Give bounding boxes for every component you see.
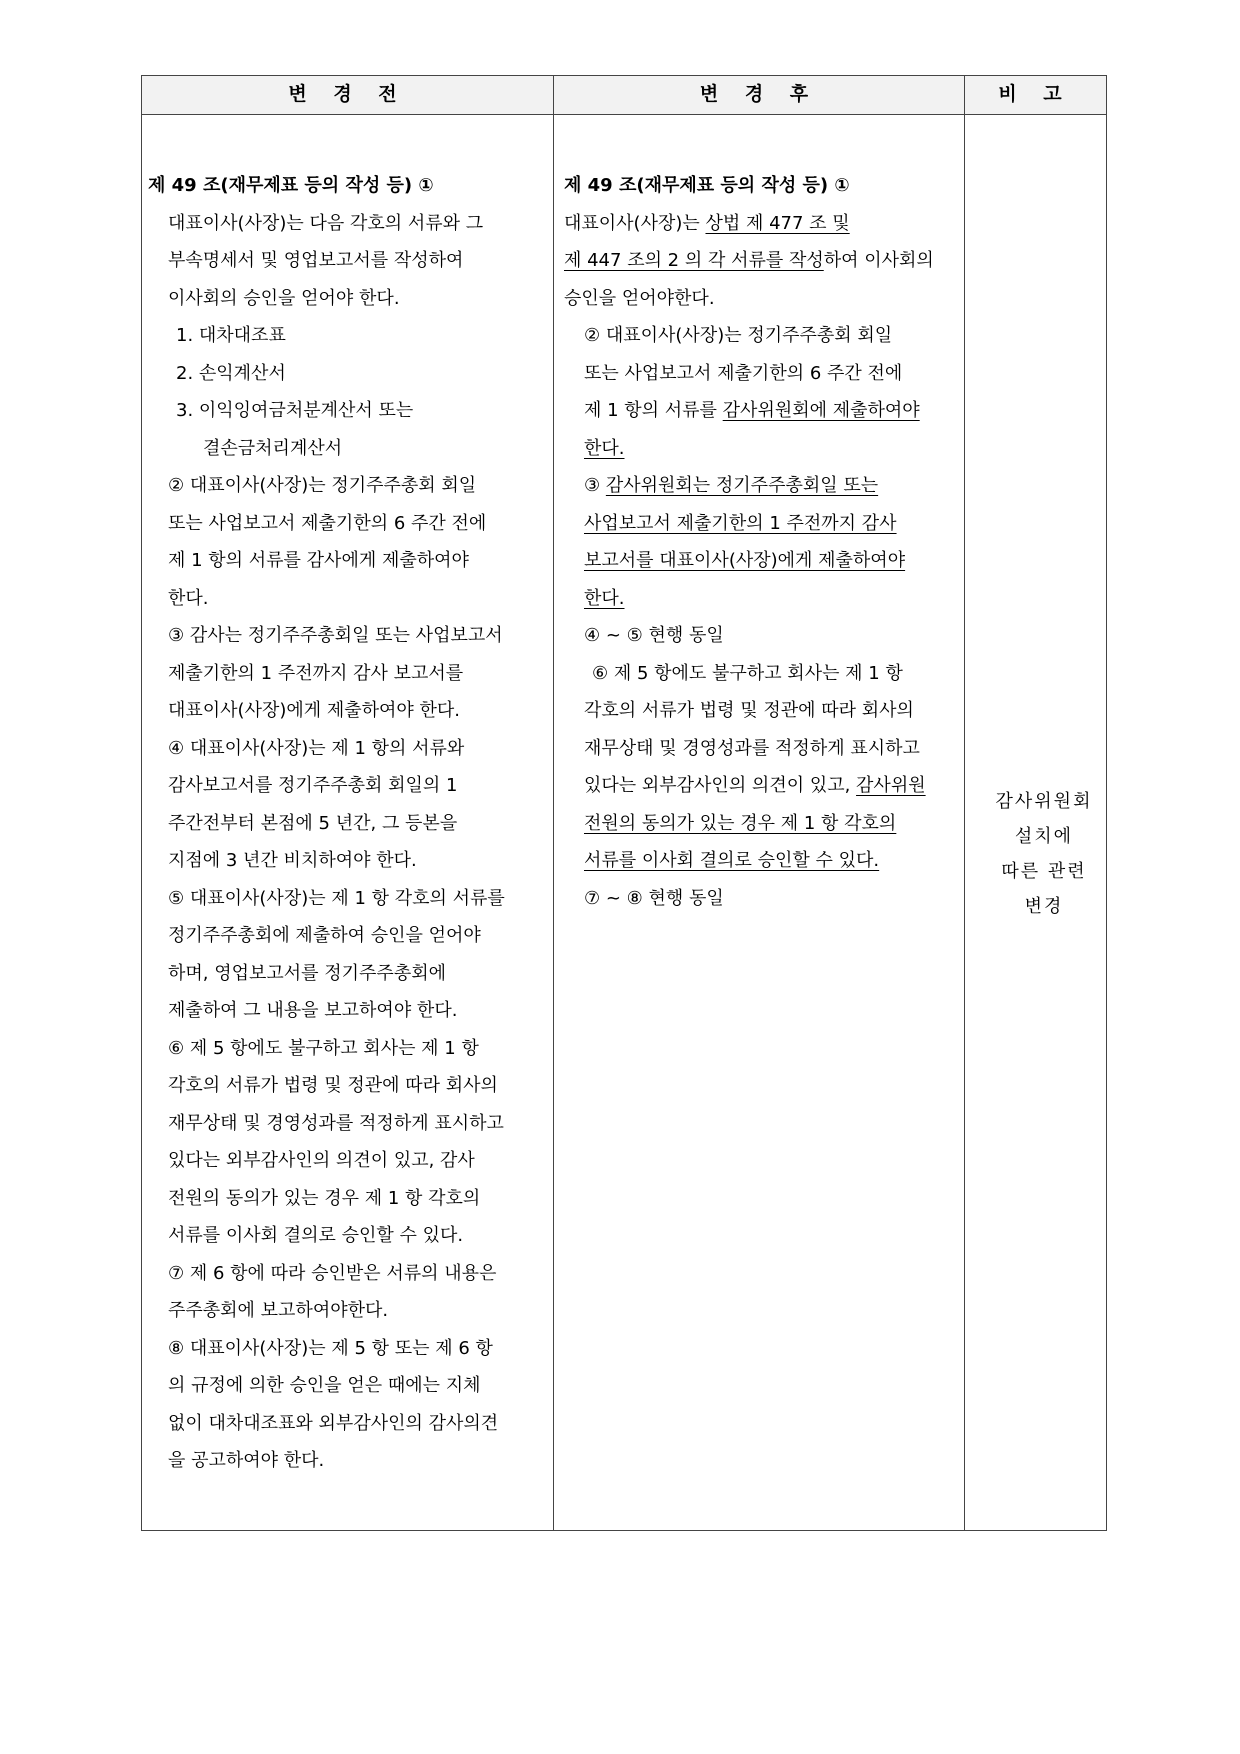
note-text: 따른 관련: [1001, 861, 1087, 882]
article-heading: 제 49 조(재무제표 등의 작성 등) ①: [564, 175, 850, 196]
header-note: 비 고: [998, 83, 1072, 105]
text-line: 각호의 서류가 법령 및 정관에 따라 회사의: [168, 1075, 498, 1096]
text-line: ⑦ 제 6 항에 따라 승인받은 서류의 내용은: [168, 1262, 497, 1284]
after-column: [564, 115, 964, 917]
text-line: [564, 805, 964, 843]
amended-text: 사업보고서 제출기한의 1 주전까지 감사: [584, 512, 897, 534]
text-line: ⑤ 대표이사(사장)는 제 1 항 각호의 서류를: [168, 887, 505, 909]
text-line: ④ 대표이사(사장)는 제 1 항의 서류와: [168, 737, 465, 759]
text-line: 을 공고하여야 한다.: [168, 1450, 325, 1471]
list-item: 결손금처리계산서: [203, 437, 343, 459]
note-text: 감사위원회: [995, 791, 1093, 812]
header-before: 변 경 전: [288, 83, 407, 105]
text-line: 제출하여 그 내용을 보고하여야 한다.: [168, 1000, 458, 1021]
text-line: [564, 430, 964, 468]
text-line: 또는 사업보고서 제출기한의 6 주간 전에: [168, 512, 487, 534]
text-line: 대표이사(사장)에게 제출하여야 한다.: [168, 700, 461, 721]
text-line: 주주총회에 보고하여야한다.: [168, 1300, 389, 1321]
text-line: 지점에 3 년간 비치하여야 한다.: [168, 850, 417, 871]
text-segment: 있다는 외부감사인의 의견이 있고,: [584, 775, 857, 796]
text-line: [564, 392, 964, 430]
text-segment: 제 1 항의 서류를: [584, 400, 723, 421]
text-line: [564, 580, 964, 618]
text-line: [564, 467, 964, 505]
text-line: 전원의 동의가 있는 경우 제 1 항 각호의: [168, 1187, 481, 1209]
text-segment: ③: [584, 475, 606, 496]
text-segment: 하여 이사회의: [823, 250, 934, 271]
text-line: 감사보고서를 정기주주총회 회일의 1: [168, 775, 458, 796]
text-line: 한다.: [168, 587, 209, 609]
text-line: ⑥ 제 5 항에도 불구하고 회사는 제 1 항: [168, 1037, 479, 1059]
column-divider: [964, 76, 965, 1530]
text-line: 재무상태 및 경영성과를 적정하게 표시하고: [584, 737, 920, 759]
article-heading: 제 49 조(재무제표 등의 작성 등) ①: [148, 175, 434, 196]
text-segment: 대표이사(사장)는: [564, 212, 706, 234]
amended-text: 상법 제 477 조 및: [705, 212, 850, 234]
text-line: [564, 205, 964, 243]
text-line: [564, 542, 964, 580]
text-line: 각호의 서류가 법령 및 정관에 따라 회사의: [584, 700, 914, 721]
text-line: ② 대표이사(사장)는 정기주주총회 회일: [168, 475, 477, 496]
text-line: 재무상태 및 경영성과를 적정하게 표시하고: [168, 1112, 504, 1134]
amended-text: 감사위원: [856, 775, 926, 796]
text-line: [564, 767, 964, 805]
text-line: 이사회의 승인을 얻어야 한다.: [168, 287, 400, 309]
text-line: 정기주주총회에 제출하여 승인을 얻어야: [168, 925, 481, 946]
header-after: 변 경 후: [699, 83, 819, 105]
text-line: [564, 505, 964, 543]
text-line: 하며, 영업보고서를 정기주주총회에: [168, 962, 446, 984]
text-line: 제출기한의 1 주전까지 감사 보고서를: [168, 662, 464, 684]
text-line: 없이 대차대조표와 외부감사인의 감사의견: [168, 1412, 499, 1434]
note-text: 변경: [1024, 896, 1064, 917]
amended-text: 한다.: [584, 587, 625, 609]
text-line: 대표이사(사장)는 다음 각호의 서류와 그: [168, 212, 484, 234]
text-line: 부속명세서 및 영업보고서를 작성하여: [168, 250, 464, 271]
text-line: ② 대표이사(사장)는 정기주주총회 회일: [584, 325, 893, 346]
amended-text: 제 447 조의 2 의 각 서류를 작성: [564, 250, 824, 271]
text-line: ④ ~ ⑤ 현행 동일: [584, 625, 724, 646]
text-line: ③ 감사는 정기주주총회일 또는 사업보고서: [168, 625, 503, 646]
text-line: 의 규정에 의한 승인을 얻은 때에는 지체: [168, 1375, 481, 1396]
list-item: 3. 이익잉여금처분계산서 또는: [176, 400, 414, 421]
amended-text: 보고서를 대표이사(사장)에게 제출하여야: [584, 550, 906, 571]
note-text: 설치에: [1014, 826, 1074, 847]
amended-text: 감사위원회에 제출하여야: [722, 400, 920, 421]
before-column: [148, 115, 553, 1480]
amended-text: 감사위원회는 정기주주총회일 또는: [605, 475, 879, 496]
text-line: 제 1 항의 서류를 감사에게 제출하여야: [168, 550, 469, 571]
text-line: ⑦ ~ ⑧ 현행 동일: [584, 887, 724, 909]
text-line: 또는 사업보고서 제출기한의 6 주간 전에: [584, 362, 903, 384]
table-header-row: [142, 76, 1106, 115]
amended-text: 한다.: [584, 437, 625, 459]
text-line: [564, 242, 964, 280]
note-column: [980, 784, 1108, 924]
text-line: 주간전부터 본점에 5 년간, 그 등본을: [168, 812, 458, 834]
text-line: [564, 842, 964, 880]
comparison-table: [141, 75, 1107, 1531]
amended-text: 전원의 동의가 있는 경우 제 1 항 각호의: [584, 812, 897, 834]
column-divider: [553, 76, 554, 1530]
text-line: ⑥ 제 5 항에도 불구하고 회사는 제 1 항: [592, 662, 903, 684]
text-line: ⑧ 대표이사(사장)는 제 5 항 또는 제 6 항: [168, 1337, 493, 1359]
text-line: 서류를 이사회 결의로 승인할 수 있다.: [168, 1225, 464, 1246]
list-item: 1. 대차대조표: [176, 325, 286, 346]
amended-text: 서류를 이사회 결의로 승인할 수 있다.: [584, 850, 880, 871]
text-line: 승인을 얻어야한다.: [564, 287, 715, 309]
text-line: 있다는 외부감사인의 의견이 있고, 감사: [168, 1150, 475, 1171]
list-item: 2. 손익계산서: [176, 362, 286, 384]
